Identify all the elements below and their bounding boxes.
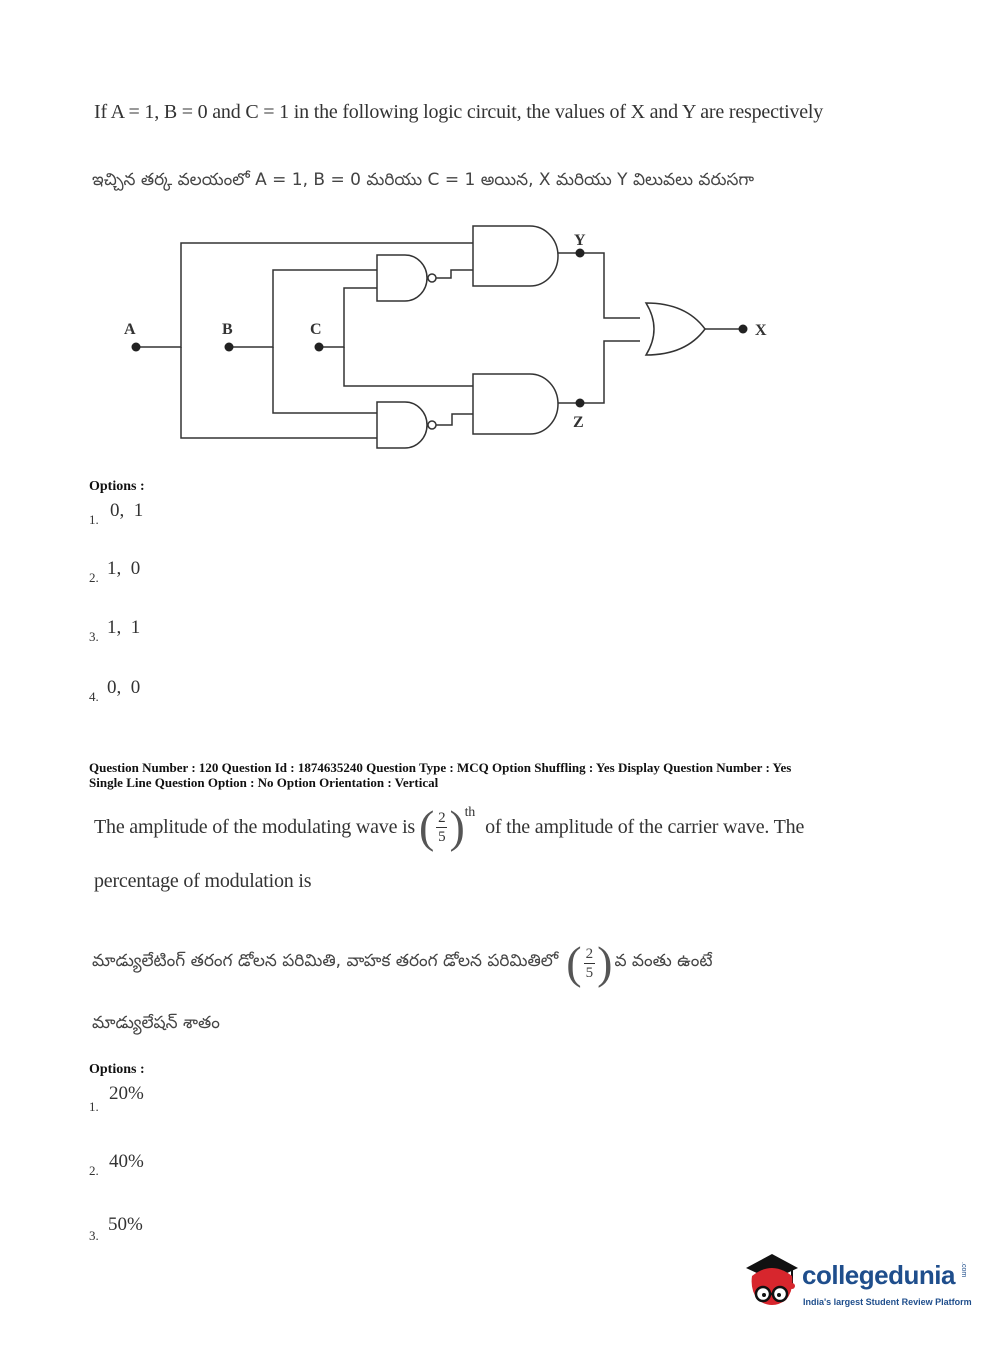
option-number: 1.	[89, 1099, 99, 1114]
label-b: B	[222, 321, 233, 338]
option-value: 0, 0	[107, 677, 141, 698]
fraction-denominator: 5	[585, 964, 594, 981]
logo-tagline: India's largest Student Review Platform	[803, 1297, 972, 1307]
question-text-te-before: మాడ్యులేటింగ్ తరంగ డోలన పరిమితి, వాహక తరంగ డోలన పరిమితిలో	[92, 951, 559, 971]
superscript-th: th	[464, 805, 476, 820]
question-text-en	[94, 801, 914, 852]
question-text-te	[92, 937, 912, 988]
option-number: 2.	[89, 570, 99, 585]
option-value: 1, 1	[107, 617, 141, 638]
question-text-before: The amplitude of the modulating wave is	[94, 815, 416, 838]
option-value: 50%	[108, 1214, 143, 1235]
collegedunia-logo	[742, 1250, 972, 1320]
label-z: Z	[573, 414, 584, 431]
option-value: 20%	[109, 1083, 144, 1104]
fraction: ( $\frac{2}{5}$ )	[419, 801, 465, 852]
question-text-en: If A = 1, B = 0 and C = 1 in the following logic circuit, the values of X and Y are respectively	[94, 101, 824, 123]
input-node-c	[315, 343, 324, 352]
option-number: 1.	[89, 512, 99, 527]
option-value: 1, 0	[107, 558, 141, 579]
question-text-after: of the amplitude of the carrier wave. The	[485, 815, 805, 838]
fraction-numerator: 2	[585, 945, 594, 962]
fraction-numerator: 2	[438, 809, 446, 826]
options-heading: Options :	[89, 1062, 145, 1077]
mascot-icon	[742, 1250, 802, 1312]
logo-suffix: .com	[960, 1262, 967, 1278]
input-node-b	[225, 343, 234, 352]
question-text-te-after: వ వంతు ఉంటే	[614, 951, 713, 971]
question-meta	[89, 760, 969, 790]
node-y	[576, 249, 585, 258]
question-meta-line2: Single Line Question Option : No Option Orientation : Vertical	[89, 775, 439, 790]
option-number: 3.	[89, 629, 99, 644]
question-meta-line1: Question Number : 120 Question Id : 1874635240 Question Type : MCQ Option Shuffling : Yes Display Question Number : Yes	[89, 760, 792, 775]
option-value: 0, 1	[110, 500, 144, 521]
option-number: 4.	[89, 689, 99, 704]
node-z	[576, 399, 585, 408]
fraction: ( $\frac{2}{5}$ )	[566, 937, 613, 988]
logic-circuit-diagram	[0, 0, 1001, 470]
option-number: 3.	[89, 1228, 99, 1243]
option-value: 40%	[109, 1151, 144, 1172]
label-c: C	[310, 321, 322, 338]
output-node-x	[739, 325, 748, 334]
label-x: X	[755, 322, 767, 339]
label-y: Y	[574, 232, 586, 249]
question-text-en-line2: percentage of modulation is	[94, 870, 312, 892]
input-node-a	[132, 343, 141, 352]
question-text-te: ఇచ్చిన తర్క వలయంలో A = 1, B = 0 మరియు C = 1 అయిన, X మరియు Y విలువలు వరుసగా	[92, 170, 755, 190]
label-a: A	[124, 321, 136, 338]
question-text-te-line2: మాడ్యులేషన్ శాతం	[92, 1013, 220, 1033]
options-heading: Options :	[89, 479, 145, 494]
logo-name: collegedunia	[802, 1260, 955, 1290]
option-number: 2.	[89, 1163, 99, 1178]
fraction-denominator: 5	[438, 828, 446, 845]
